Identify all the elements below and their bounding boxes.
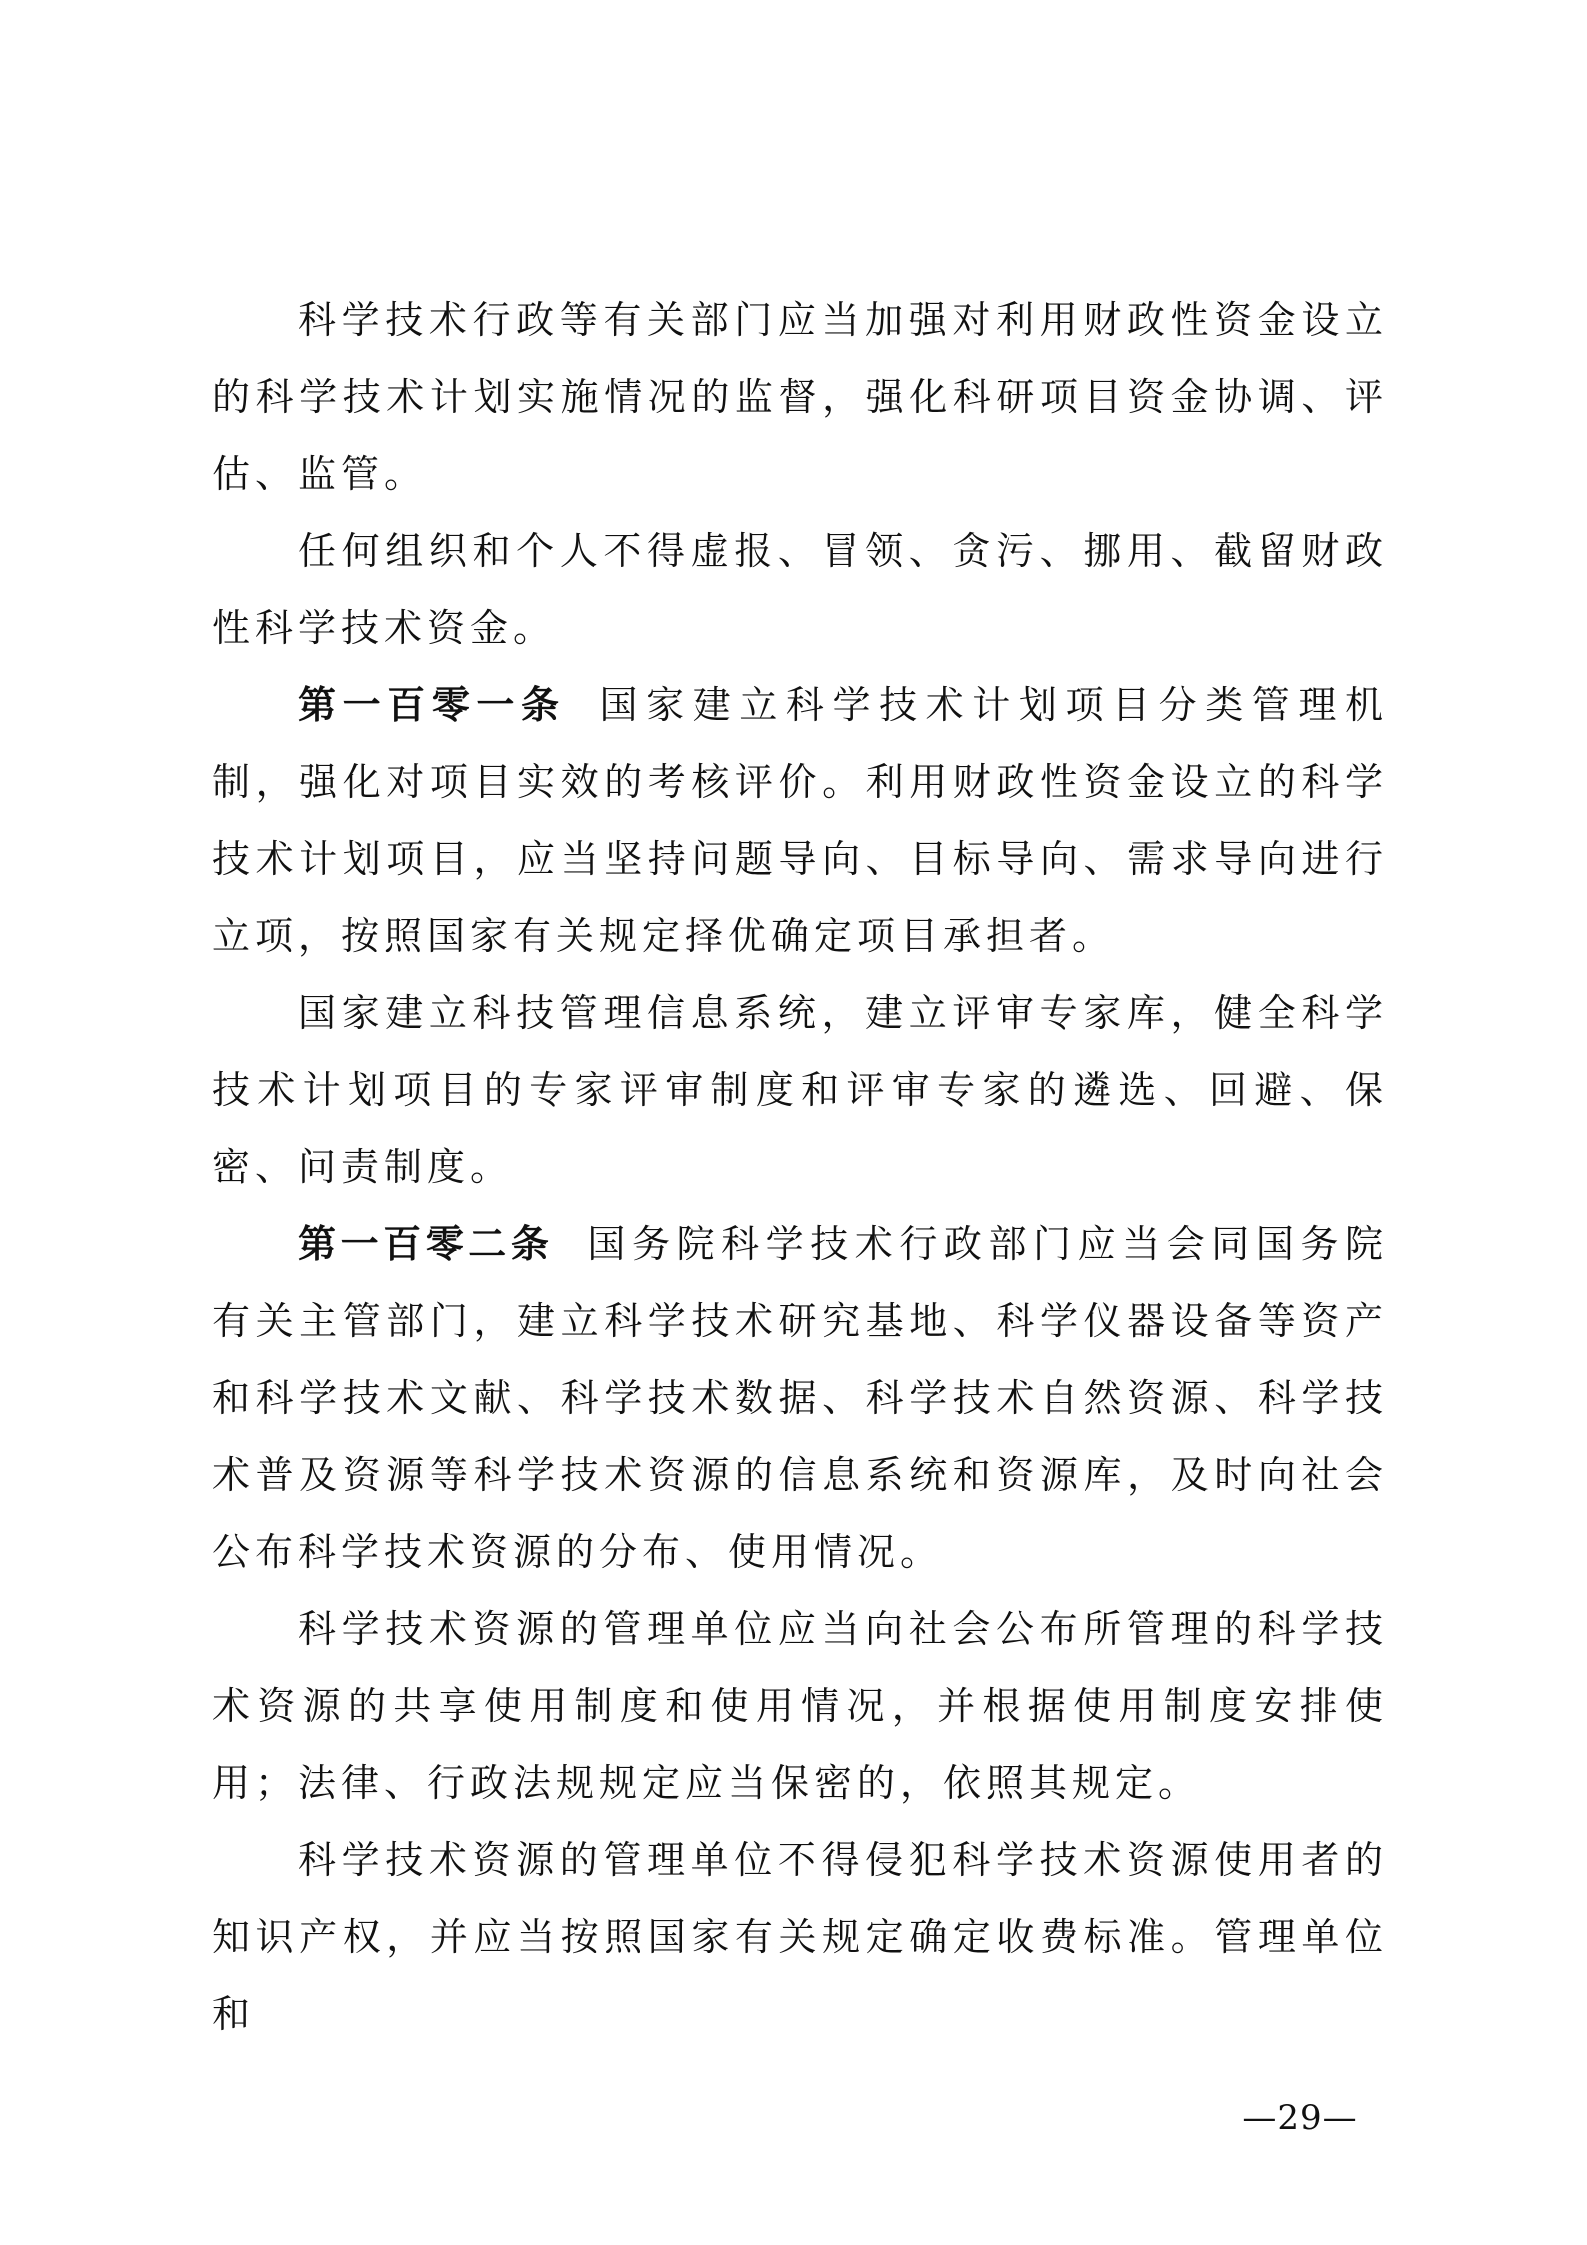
paragraph-2-text: 任何组织和个人不得虚报、冒领、贪污、挪用、截留财政性科学技术资金。: [212, 529, 1388, 650]
paragraph-2: [212, 513, 1388, 667]
paragraph-4: [212, 975, 1388, 1206]
article-102: [212, 1206, 1388, 1591]
paragraph-7: [212, 1822, 1388, 2053]
paragraph-1-text: 科学技术行政等有关部门应当加强对利用财政性资金设立的科学技术计划实施情况的监督，强化科研项目资金协调、评估、监管。: [212, 298, 1388, 496]
paragraph-6-text: 科学技术资源的管理单位应当向社会公布所管理的科学技术资源的共享使用制度和使用情况，并根据使用制度安排使用；法律、行政法规规定应当保密的，依照其规定。: [212, 1607, 1388, 1805]
paragraph-4-text: 国家建立科技管理信息系统，建立评审专家库，健全科学技术计划项目的专家评审制度和评审专家的遴选、回避、保密、问责制度。: [212, 991, 1388, 1189]
article-102-text: 国务院科学技术行政部门应当会同国务院有关主管部门，建立科学技术研究基地、科学仪器设备等资产和科学技术文献、科学技术数据、科学技术自然资源、科学技术普及资源等科学技术资源的信息系统和资源库，及时向社会公布科学技术资源的分布、使用情况。: [212, 1222, 1388, 1574]
paragraph-1: [212, 282, 1388, 513]
article-101-heading: 第一百零一条: [298, 683, 566, 727]
article-101-text: 国家建立科学技术计划项目分类管理机制，强化对项目实效的考核评价。利用财政性资金设立的科学技术计划项目，应当坚持问题导向、目标导向、需求导向进行立项，按照国家有关规定择优确定项目承担者。: [212, 683, 1388, 958]
article-102-heading: 第一百零二条: [298, 1222, 554, 1266]
page-number: —29—: [1242, 2098, 1358, 2138]
paragraph-7-text: 科学技术资源的管理单位不得侵犯科学技术资源使用者的知识产权，并应当按照国家有关规定确定收费标准。管理单位和: [212, 1838, 1388, 2036]
paragraph-6: [212, 1591, 1388, 1822]
article-101: [212, 667, 1388, 975]
document-body: [212, 282, 1388, 2053]
